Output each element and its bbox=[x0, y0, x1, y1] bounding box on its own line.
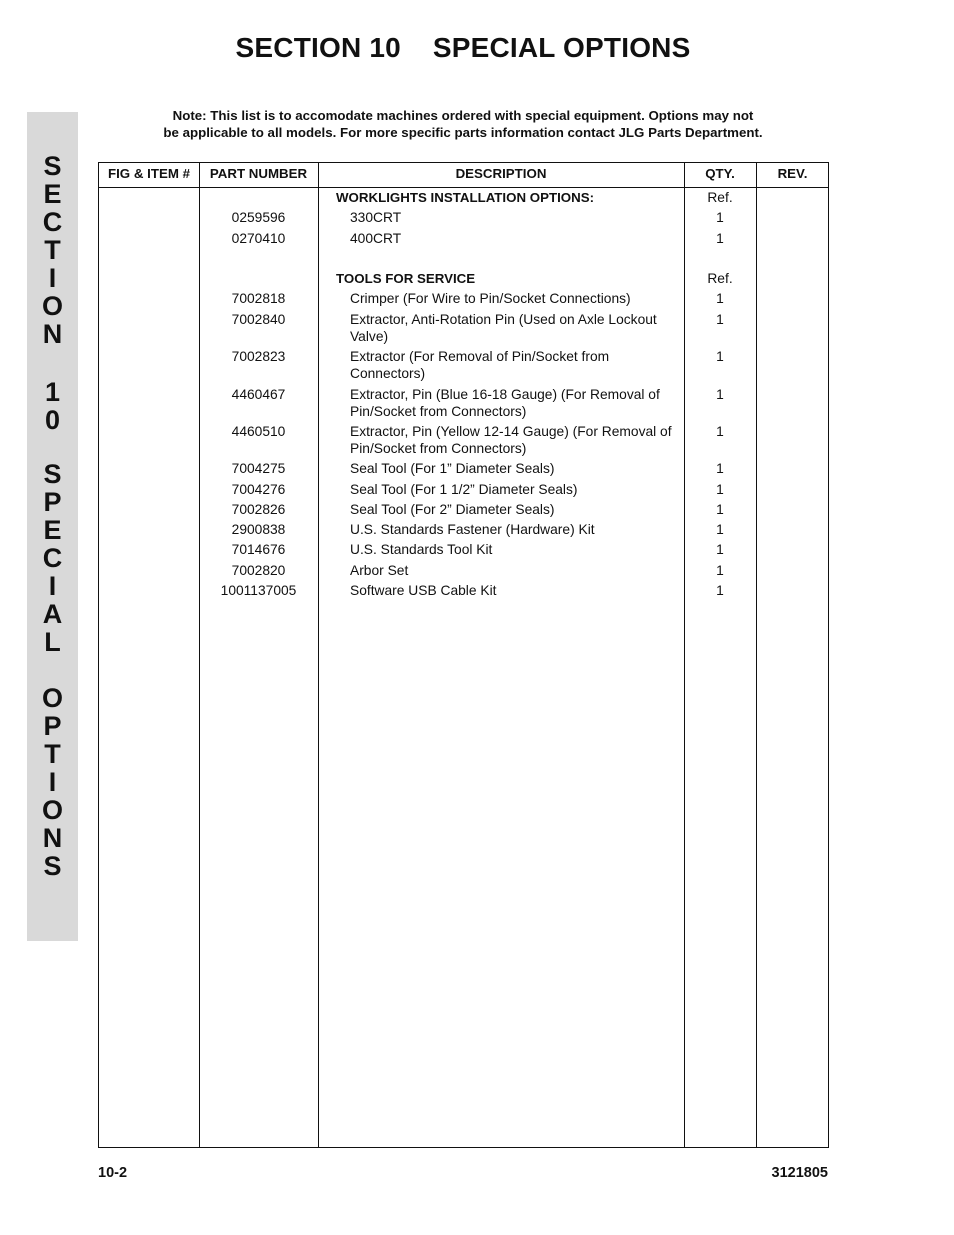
parts-table bbox=[98, 162, 829, 1148]
part-number-cell: 7002818 bbox=[231, 291, 286, 306]
description-cell: Seal Tool (For 1 1/2” Diameter Seals) bbox=[350, 482, 578, 497]
qty-cell: 1 bbox=[716, 210, 724, 225]
part-number-cell: 7014676 bbox=[231, 542, 286, 557]
qty-cell: 1 bbox=[716, 387, 724, 402]
side-tab-letter: I bbox=[48, 571, 57, 601]
qty-cell: 1 bbox=[716, 291, 724, 306]
qty-cell: 1 bbox=[716, 482, 724, 497]
qty-cell: 1 bbox=[716, 231, 724, 246]
side-tab-letter: T bbox=[44, 235, 61, 265]
header-part-number: PART NUMBER bbox=[209, 166, 308, 181]
side-tab-letter: T bbox=[44, 739, 61, 769]
qty-cell: 1 bbox=[716, 563, 724, 578]
header-qty: QTY. bbox=[705, 166, 735, 181]
part-number-cell: 4460467 bbox=[231, 387, 286, 402]
description-cell: Seal Tool (For 1” Diameter Seals) bbox=[350, 461, 555, 476]
qty-cell: 1 bbox=[716, 461, 724, 476]
side-tab-letter: C bbox=[42, 207, 63, 237]
side-tab-letter: I bbox=[48, 263, 57, 293]
description-cell: Extractor (For Removal of Pin/Socket from Connectors) bbox=[350, 349, 610, 381]
part-number-cell: 2900838 bbox=[231, 522, 286, 537]
side-tab-letter: A bbox=[42, 599, 63, 629]
qty-cell: 1 bbox=[716, 424, 724, 439]
group-heading: WORKLIGHTS INSTALLATION OPTIONS: bbox=[336, 190, 595, 205]
description-cell: U.S. Standards Fastener (Hardware) Kit bbox=[350, 522, 595, 537]
header-fig-item: FIG & ITEM # bbox=[107, 166, 190, 181]
note-line-2: be applicable to all models. For more specific parts information contact JLG Parts Department. bbox=[163, 125, 763, 140]
side-tab-letter: S bbox=[43, 851, 62, 881]
section-side-tab bbox=[27, 112, 78, 941]
column-divider bbox=[318, 162, 319, 1148]
document-number: 3121805 bbox=[771, 1165, 828, 1181]
description-cell: 330CRT bbox=[350, 210, 402, 225]
description-cell: 400CRT bbox=[350, 231, 402, 246]
qty-cell: 1 bbox=[716, 349, 724, 364]
description-cell: Arbor Set bbox=[350, 563, 409, 578]
part-number-cell: 7004275 bbox=[231, 461, 286, 476]
part-number-cell: 7002826 bbox=[231, 502, 286, 517]
header-description: DESCRIPTION bbox=[455, 166, 547, 181]
part-number-cell: 7002823 bbox=[231, 349, 286, 364]
side-tab-letter: O bbox=[41, 795, 63, 825]
column-divider bbox=[199, 162, 200, 1148]
note bbox=[0, 107, 926, 141]
part-number-cell: 0259596 bbox=[231, 210, 286, 225]
part-number-cell: 0270410 bbox=[231, 231, 286, 246]
qty-cell: Ref. bbox=[707, 271, 733, 286]
qty-cell: 1 bbox=[716, 542, 724, 557]
side-tab-letter: P bbox=[43, 711, 62, 741]
description-cell: Extractor, Pin (Blue 16-18 Gauge) (For Removal of Pin/Socket from Connectors) bbox=[350, 387, 660, 419]
side-tab-letter: N bbox=[42, 823, 63, 853]
note-line-1: Note: This list is to accomodate machines ordered with special equipment. Options may not bbox=[172, 108, 754, 123]
side-tab-letter: O bbox=[41, 291, 63, 321]
description-cell: U.S. Standards Tool Kit bbox=[350, 542, 493, 557]
header-rev: REV. bbox=[777, 166, 808, 181]
description-cell: Software USB Cable Kit bbox=[350, 583, 497, 598]
header-divider bbox=[98, 187, 829, 188]
side-tab-letter: E bbox=[43, 515, 62, 545]
page-number: 10-2 bbox=[98, 1165, 128, 1181]
description-cell: Seal Tool (For 2” Diameter Seals) bbox=[350, 502, 555, 517]
side-tab-letter: S bbox=[43, 459, 62, 489]
part-number-cell: 7002820 bbox=[231, 563, 286, 578]
side-tab-letter: I bbox=[48, 767, 57, 797]
qty-cell: 1 bbox=[716, 502, 724, 517]
side-tab-letter: O bbox=[41, 683, 63, 713]
side-tab-letter: N bbox=[42, 319, 63, 349]
column-divider bbox=[684, 162, 685, 1148]
part-number-cell: 7002840 bbox=[231, 312, 286, 327]
side-tab-letter: 0 bbox=[44, 405, 61, 435]
column-divider bbox=[756, 162, 757, 1148]
qty-cell: 1 bbox=[716, 312, 724, 327]
side-tab-letter: E bbox=[43, 179, 62, 209]
description-cell: Crimper (For Wire to Pin/Socket Connections) bbox=[350, 291, 631, 306]
side-tab-letter: C bbox=[42, 543, 63, 573]
qty-cell: 1 bbox=[716, 583, 724, 598]
part-number-cell: 1001137005 bbox=[220, 583, 297, 598]
description-cell: Extractor, Anti-Rotation Pin (Used on Axle Lockout Valve) bbox=[350, 312, 657, 344]
part-number-cell: 7004276 bbox=[231, 482, 286, 497]
description-cell: Extractor, Pin (Yellow 12-14 Gauge) (For Removal of Pin/Socket from Connectors) bbox=[350, 424, 672, 456]
qty-cell: 1 bbox=[716, 522, 724, 537]
part-number-cell: 4460510 bbox=[231, 424, 286, 439]
side-tab-letter: S bbox=[43, 151, 62, 181]
side-tab-letter: P bbox=[43, 487, 62, 517]
side-tab-letter: L bbox=[44, 627, 61, 657]
side-tab-letter: 1 bbox=[44, 377, 61, 407]
qty-cell: Ref. bbox=[707, 190, 733, 205]
group-heading: TOOLS FOR SERVICE bbox=[336, 271, 476, 286]
page-title: SECTION 10 SPECIAL OPTIONS bbox=[235, 32, 691, 63]
